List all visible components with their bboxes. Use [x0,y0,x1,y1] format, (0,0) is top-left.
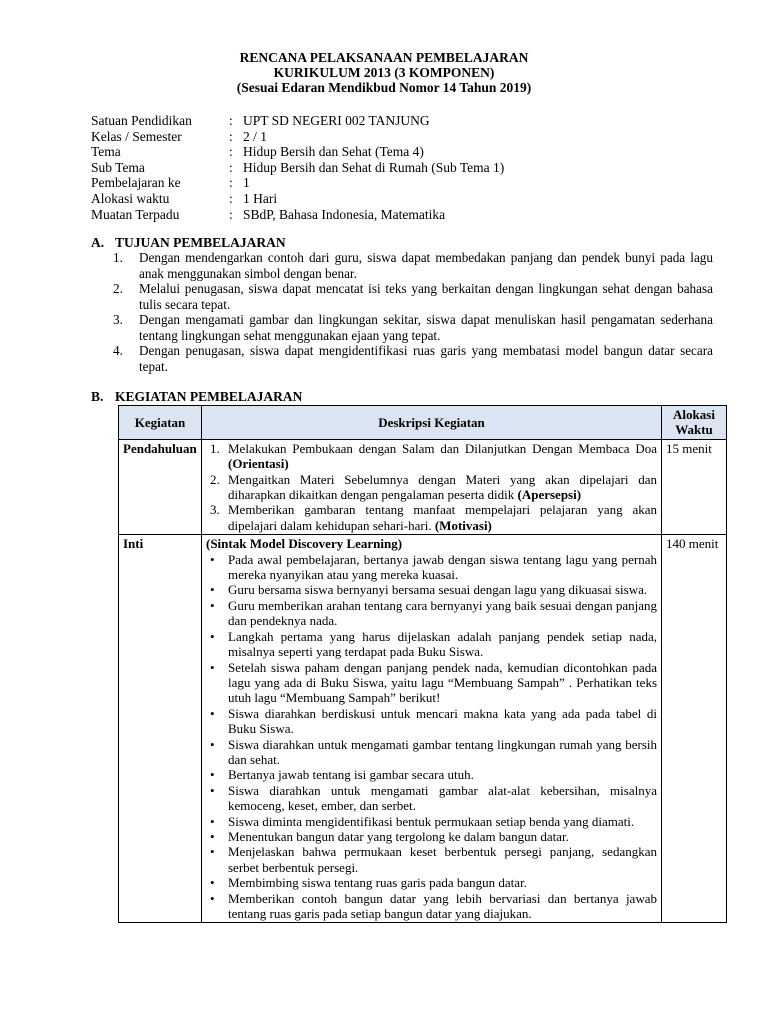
section-b-number: B. [91,389,104,404]
pendahuluan-text-body: Mengaitkan Materi Sebelumnya dengan Materi yang akan dipelajari dan diharapkan dikaitkan dengan pengalaman peserta didik [228,471,657,503]
inti-item [206,891,657,922]
identity-separator: : [229,190,233,206]
inti-text: Menjelaskan bahwa permukaan keset berbentuk persegi panjang, sedangkan serbet berbentuk persegi. [228,844,657,875]
table-header-row [119,406,727,440]
identity-value: 1 [243,175,250,191]
identity-label: Sub Tema [91,159,145,175]
inti-item [206,737,657,768]
section-a-number: A. [91,235,105,250]
inti-time: 140 menit [662,535,727,923]
inti-item [206,844,657,875]
bullet-icon: • [210,597,215,613]
identity-row [91,191,504,207]
kegiatan-table [118,405,727,923]
inti-text: Memberikan contoh bangun datar yang lebih bervariasi dan bertanya jawab tentang ruas garis pada setiap bangun datar yang diajukan. [228,890,657,921]
inti-item [206,783,657,814]
identity-row [91,175,504,191]
bullet-icon: • [210,767,215,783]
tujuan-number: 1. [113,250,123,265]
tujuan-item [110,250,713,281]
identity-value: 1 Hari [243,190,278,206]
document-title [0,50,768,95]
phase-inti: Inti [119,535,202,923]
pendahuluan-text [228,502,657,533]
inti-item [206,629,657,660]
identity-block [91,113,504,222]
inti-item [206,814,657,829]
section-b-heading [91,389,302,404]
tujuan-text: Melalui penugasan, siswa dapat mencatat isi teks yang berkaitan dengan lingkungan sehat dengan bahasa tulis secara tepat. [139,281,713,312]
inti-item [206,767,657,782]
pendahuluan-tag: (Apersepsi) [517,487,582,503]
inti-text: Guru bersama siswa bernyanyi bersama sesuai dengan lagu yang dikuasai siswa. [228,582,648,598]
identity-separator: : [229,144,233,160]
phase-pendahuluan: Pendahuluan [119,439,202,534]
identity-value: 2 / 1 [243,128,268,144]
pendahuluan-number: 3. [210,502,220,518]
identity-separator: : [229,128,233,144]
bullet-icon: • [210,828,215,844]
identity-label: Kelas / Semester [91,128,182,144]
inti-item [206,875,657,890]
inti-item [206,598,657,629]
section-a-title: TUJUAN PEMBELAJARAN [115,235,286,250]
identity-label: Alokasi waktu [91,190,170,206]
bullet-icon: • [210,628,215,644]
inti-text: Bertanya jawab tentang isi gambar secara utuh. [228,767,474,783]
tujuan-text: Dengan mendengarkan contoh dari guru, siswa dapat membedakan panjang dan pendek bunyi pada lagu anak menggunakan simbol dengan benar. [139,250,713,281]
inti-text: Guru memberikan arahan tentang cara bernyanyi yang baik sesuai dengan panjang dan pendeknya nada. [228,597,657,629]
identity-separator: : [229,175,233,191]
inti-item [206,660,657,706]
inti-text: Siswa diarahkan untuk mengamati gambar tentang lingkungan rumah yang bersih dan sehat. [228,736,657,767]
identity-row [91,144,504,160]
pendahuluan-text-body: Melakukan Pembukaan dengan Salam dan Dilanjutkan Dengan Membaca Doa [228,440,657,456]
identity-value: SBdP, Bahasa Indonesia, Matematika [243,206,446,222]
identity-label: Pembelajaran ke [91,175,181,191]
pendahuluan-number: 1. [210,440,220,456]
bullet-icon: • [210,890,215,906]
identity-separator: : [229,206,233,222]
header-deskripsi: Deskripsi Kegiatan [202,406,662,440]
pendahuluan-number: 2. [210,471,220,487]
title-line-2: KURIKULUM 2013 (3 KOMPONEN) [273,65,495,80]
header-kegiatan: Kegiatan [119,406,202,440]
inti-text: Setelah siswa paham dengan panjang pendek nada, kemudian dicontohkan pada lagu yang ada di Buku Siswa, yaitu lagu “Membuang Sampah” . Perhatikan teks utuh lagu “Membuang Sampah” berikut! [228,659,657,706]
tujuan-text: Dengan mengamati gambar dan lingkungan sekitar, siswa dapat menuliskan hasil pengamatan sederhana tentang lingkungan sehat menggunakan ejaan yang tepat. [139,312,713,343]
bullet-icon: • [210,844,215,860]
pendahuluan-tag: (Orientasi) [228,456,289,472]
tujuan-number: 4. [113,343,123,358]
inti-description [202,535,662,923]
section-b-title: KEGIATAN PEMBELAJARAN [115,389,303,404]
identity-label: Tema [91,144,121,160]
inti-text: Membimbing siswa tentang ruas garis pada bangun datar. [228,875,527,891]
identity-row [91,113,504,129]
bullet-icon: • [210,875,215,891]
inti-subtitle: (Sintak Model Discovery Learning) [206,536,403,552]
bullet-icon: • [210,705,215,721]
title-line-3: (Sesuai Edaran Mendikbud Nomor 14 Tahun 2019) [236,80,532,95]
pendahuluan-item [206,472,657,503]
pendahuluan-text [228,441,657,472]
identity-value: Hidup Bersih dan Sehat di Rumah (Sub Tema 1) [243,159,505,175]
pendahuluan-time: 15 menit [662,439,727,534]
identity-separator: : [229,159,233,175]
identity-row [91,207,504,223]
bullet-icon: • [210,813,215,829]
bullet-icon: • [210,782,215,798]
identity-separator: : [229,113,233,128]
identity-value: Hidup Bersih dan Sehat (Tema 4) [243,144,424,160]
bullet-icon: • [210,736,215,752]
table-row-inti [119,535,727,923]
identity-label: Satuan Pendidikan [91,113,192,128]
identity-row [91,160,504,176]
pendahuluan-item [206,502,657,533]
pendahuluan-tag: (Motivasi) [434,517,492,533]
pendahuluan-text [228,472,657,503]
identity-row [91,129,504,145]
tujuan-list [110,250,713,374]
bullet-icon: • [210,551,215,567]
inti-item [206,706,657,737]
tujuan-item [110,343,713,374]
inti-text: Menentukan bangun datar yang tergolong ke dalam bangun datar. [228,828,569,844]
inti-item [206,582,657,597]
pendahuluan-item [206,441,657,472]
title-line-1: RENCANA PELAKSANAAN PEMBELAJARAN [239,50,529,65]
inti-text: Pada awal pembelajaran, bertanya jawab dengan siswa tentang lagu yang pernah mereka nyanyikan atau yang mereka kuasai. [228,551,657,583]
inti-text: Siswa diarahkan untuk mengamati gambar alat-alat kebersihan, misalnya kemoceng, keset, ember, dan serbet. [228,782,657,814]
pendahuluan-description [202,439,662,534]
identity-value: UPT SD NEGERI 002 TANJUNG [243,113,430,128]
section-a-heading [91,235,286,250]
inti-item [206,829,657,844]
tujuan-item [110,281,713,312]
inti-text: Langkah pertama yang harus dijelaskan adalah panjang pendek setiap nada, misalnya seperti yang terdapat pada Buku Siswa. [228,628,657,660]
bullet-icon: • [210,659,215,675]
inti-text: Siswa diarahkan berdiskusi untuk mencari makna kata yang ada pada tabel di Buku Siswa. [228,705,657,737]
table-row-pendahuluan [119,439,727,534]
tujuan-text: Dengan penugasan, siswa dapat mengidentifikasi ruas garis yang membatasi model bangun datar secara tepat. [139,343,713,374]
tujuan-number: 2. [113,281,123,296]
inti-item [206,552,657,583]
tujuan-item [110,312,713,343]
header-alokasi: Alokasi Waktu [662,406,727,440]
pendahuluan-text-body: Memberikan gambaran tentang manfaat mempelajari pelajaran yang akan dipelajari dalam kehidupan sehari-hari. [228,502,657,533]
identity-label: Muatan Terpadu [91,206,180,222]
bullet-icon: • [210,582,215,598]
inti-text: Siswa diminta mengidentifikasi bentuk permukaan setiap benda yang diamati. [228,813,635,829]
tujuan-number: 3. [113,312,123,327]
